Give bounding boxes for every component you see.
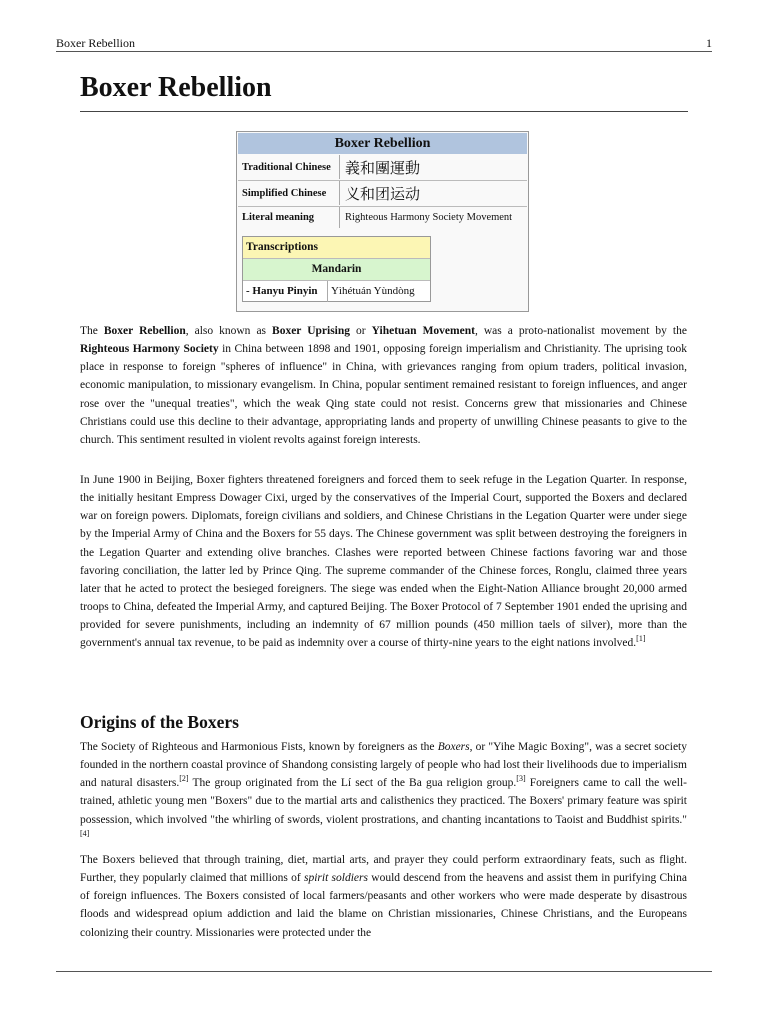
bold-link: Righteous Harmony Society	[80, 343, 219, 356]
intro-paragraph-1	[80, 322, 687, 449]
transcriptions-box	[242, 236, 431, 302]
infobox-title: Boxer Rebellion	[238, 133, 527, 154]
section-paragraph-2	[80, 851, 687, 942]
infobox-row-simplified	[238, 181, 527, 205]
infobox	[236, 131, 529, 312]
text-run: would descend from the heavens and assist them in purifying China of foreign influences. The Boxers consisted of local farmers/peasants and other workers who were made desperate by disastrous floods and widespread opium addiction and laid the blame on Christian missionaries, Chinese Christians, and the Europeans colonizing their country. Missionaries were protected under the	[80, 872, 687, 939]
running-header	[56, 36, 712, 50]
text-run: , or "Yihe Magic Boxing", was a secret society founded in the northern coastal province of Shandong consisting largely of people who had lost their livelihoods due to imperialism and natural disasters.	[80, 741, 687, 790]
page-number: 1	[706, 36, 712, 50]
text-run: The Society of Righteous and Harmonious Fists, known by foreigners as the	[80, 741, 438, 753]
text-run: In June 1900 in Beijing, Boxer fighters threatened foreigners and forced them to seek refuge in the Legation Quarter. In response, the initially hesitant Empress Dowager Cixi, urged by the conservatives of the Imperial Court, supported the Boxers and declared war on foreign powers. Diplomats, foreign civilians and soldiers, and Chinese Christians in the Legation Quarter were under siege by the Imperial Army of China and the Boxers for 55 days. The Chinese government was split between destroying the foreigners in the Legation Quarter and extending olive branches. Clashes were reported between Chinese factions favoring war and those favoring conciliation, the latter led by Prince Qing. The supreme commander of the Chinese forces, Ronglu, claimed three years later that he acted to protect the besieged foreigners. The siege was ended when the Eight-Nation Alliance brought 20,000 armed troops to China, defeated the Imperial Army, and captured Beijing. The Boxer Protocol of 7 September 1901 ended the uprising and provided for severe punishments, including an indemnity of 67 million pounds (450 million taels of silver), more than the government's annual tax revenue, to be paid as indemnity over a course of thirty-nine years to the eight nations involved.	[80, 474, 687, 650]
text-run: , also known as	[185, 325, 273, 337]
text-run: , was a proto-nationalist movement by the	[474, 325, 687, 337]
infobox-value: 義和團運動	[345, 158, 421, 177]
running-header-title: Boxer Rebellion	[56, 36, 135, 50]
infobox-label: Literal meaning	[238, 207, 340, 228]
section-paragraph-1	[80, 738, 687, 847]
bold-term: Boxer Rebellion	[103, 325, 186, 337]
footer-rule	[56, 971, 712, 972]
transcription-value: Yìhétuán Yùndòng	[331, 285, 415, 297]
text-run: or	[350, 325, 372, 337]
text-run: The Boxers believed that through training, diet, martial arts, and prayer they could perform extraordinary feats, such as flight. Further, they popularly claimed that millions of	[80, 854, 687, 885]
infobox-row-literal	[238, 207, 527, 228]
bold-term: Boxer Uprising	[272, 325, 351, 337]
reference-link[interactable]: [4]	[80, 828, 90, 838]
transcriptions-subheading: Mandarin	[243, 259, 430, 280]
reference-link[interactable]: [3]	[516, 774, 526, 784]
text-run: Foreigners came to call the well-trained, athletic young men "Boxers" due to the martial arts and calisthenics they practiced. The Boxers' primary feature was spirit possession, which involved "the whirling of swords, violent prostrations, and chanting incantations to Taoist and Buddhist spirits."	[80, 777, 688, 826]
title-rule	[80, 111, 688, 112]
intro-paragraph-2	[80, 471, 687, 653]
reference-link[interactable]: [2]	[179, 774, 189, 784]
text-run: The group originated from the Lí sect of the Ba gua religion group.	[188, 777, 517, 790]
italic-term: spirit soldiers	[304, 872, 368, 885]
transcriptions-row-pinyin	[243, 281, 430, 302]
italic-term: Boxers	[437, 741, 470, 753]
text-run: in China between 1898 and 1901, opposing foreign imperialism and Christianity. The uprising took place in response to foreign "spheres of influence" in China, with grievances ranging from opium traders, political invasion, economic manipulation, to missionary evangelism. In China, popular sentiment remained resistant to foreign influences, and anger rose over the "unequal treaties", which the weak Qing state could not resist. Concerns grew that missionaries and Chinese Christians could use this decline to their advantage, appropriating lands and property of unwilling Chinese peasants to give to the church. This sentiment resulted in violent revolts against foreign interests.	[80, 343, 687, 446]
infobox-label: Traditional Chinese	[238, 155, 340, 179]
reference-link[interactable]: [1]	[636, 634, 646, 644]
infobox-row-traditional	[238, 155, 527, 179]
infobox-label: Simplified Chinese	[238, 181, 340, 205]
text-run: The	[80, 325, 104, 337]
header-rule	[56, 51, 712, 52]
transcription-label: - Hanyu Pinyin	[243, 281, 328, 302]
bold-term: Yihetuan Movement	[371, 325, 475, 337]
transcriptions-title: Transcriptions	[243, 237, 430, 258]
page-title: Boxer Rebellion	[80, 72, 272, 103]
section-heading: Origins of the Boxers	[80, 712, 239, 732]
infobox-value: 义和团运动	[345, 184, 421, 203]
infobox-value: Righteous Harmony Society Movement	[345, 212, 513, 223]
